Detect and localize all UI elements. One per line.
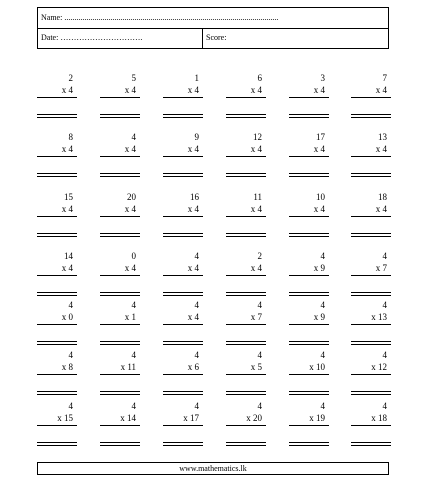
problem-multiplicand: 4	[68, 350, 73, 360]
answer-line[interactable]	[100, 295, 140, 296]
problem-multiplicand: 4	[257, 300, 262, 310]
problem-multiplier: x 4	[313, 85, 325, 95]
multiplication-problem	[351, 401, 391, 447]
multiplication-problem	[351, 300, 391, 346]
multiplication-problem	[100, 132, 140, 178]
problem-multiplier: x 4	[375, 85, 387, 95]
problem-multiplicand: 4	[257, 401, 262, 411]
problem-multiplier: x 4	[250, 204, 262, 214]
answer-line[interactable]	[351, 445, 391, 446]
problem-multiplicand: 12	[253, 132, 262, 142]
multiplication-problem	[289, 251, 329, 297]
answer-line[interactable]	[226, 394, 266, 395]
answer-line[interactable]	[226, 114, 266, 115]
operator-line	[289, 374, 329, 375]
multiplication-problem	[226, 350, 266, 396]
operator-line	[351, 216, 391, 217]
name-row	[38, 8, 388, 29]
answer-line[interactable]	[37, 341, 77, 342]
problem-multiplier: x 4	[250, 144, 262, 154]
answer-line[interactable]	[226, 341, 266, 342]
answer-line[interactable]	[37, 445, 77, 446]
problem-multiplier: x 4	[124, 144, 136, 154]
problem-multiplicand: 4	[131, 401, 136, 411]
problem-multiplier: x 7	[250, 312, 262, 322]
operator-line	[100, 156, 140, 157]
operator-line	[289, 425, 329, 426]
multiplication-problem	[226, 300, 266, 346]
problem-multiplicand: 1	[194, 73, 199, 83]
problem-multiplier: x 4	[187, 204, 199, 214]
problem-multiplicand: 4	[320, 401, 325, 411]
answer-line[interactable]	[351, 344, 391, 345]
answer-line[interactable]	[226, 344, 266, 345]
answer-line[interactable]	[100, 233, 140, 234]
answer-line[interactable]	[226, 176, 266, 177]
answer-line[interactable]	[163, 236, 203, 237]
operator-line	[351, 425, 391, 426]
answer-line[interactable]	[351, 292, 391, 293]
answer-line[interactable]	[100, 176, 140, 177]
problem-multiplier: x 10	[309, 362, 325, 372]
operator-line	[37, 156, 77, 157]
answer-line[interactable]	[163, 391, 203, 392]
multiplication-problem	[226, 251, 266, 297]
operator-line	[163, 425, 203, 426]
answer-line[interactable]	[37, 292, 77, 293]
answer-line[interactable]	[163, 445, 203, 446]
answer-line[interactable]	[289, 236, 329, 237]
operator-line	[163, 275, 203, 276]
multiplication-problem	[163, 251, 203, 297]
problem-multiplier: x 13	[371, 312, 387, 322]
answer-line[interactable]	[351, 295, 391, 296]
operator-line	[37, 324, 77, 325]
answer-line[interactable]	[289, 114, 329, 115]
problem-multiplier: x 11	[120, 362, 136, 372]
operator-line	[226, 97, 266, 98]
multiplication-problem	[100, 401, 140, 447]
problem-multiplicand: 7	[382, 73, 387, 83]
problem-multiplier: x 12	[371, 362, 387, 372]
problem-multiplicand: 4	[382, 401, 387, 411]
answer-line[interactable]	[289, 233, 329, 234]
operator-line	[289, 275, 329, 276]
problem-multiplier: x 6	[187, 362, 199, 372]
multiplication-problem	[37, 73, 77, 119]
answer-line[interactable]	[37, 391, 77, 392]
problem-multiplicand: 18	[378, 192, 387, 202]
problem-multiplier: x 4	[187, 85, 199, 95]
answer-line[interactable]	[289, 391, 329, 392]
multiplication-problem	[163, 73, 203, 119]
problem-multiplicand: 4	[257, 350, 262, 360]
answer-line[interactable]	[37, 173, 77, 174]
multiplication-problem	[37, 132, 77, 178]
problem-multiplier: x 5	[250, 362, 262, 372]
operator-line	[351, 324, 391, 325]
multiplication-problem	[37, 251, 77, 297]
answer-line[interactable]	[37, 236, 77, 237]
operator-line	[100, 374, 140, 375]
problem-multiplicand: 4	[194, 300, 199, 310]
answer-line[interactable]	[37, 295, 77, 296]
problem-multiplicand: 17	[316, 132, 325, 142]
score-field[interactable]: Score:	[206, 33, 227, 42]
answer-line[interactable]	[37, 394, 77, 395]
answer-line[interactable]	[163, 176, 203, 177]
problem-multiplier: x 19	[309, 413, 325, 423]
answer-line[interactable]	[289, 292, 329, 293]
answer-line[interactable]	[100, 442, 140, 443]
operator-line	[226, 324, 266, 325]
operator-line	[163, 156, 203, 157]
multiplication-problem	[289, 300, 329, 346]
multiplication-problem	[163, 132, 203, 178]
multiplication-problem	[289, 401, 329, 447]
problem-multiplier: x 15	[57, 413, 73, 423]
answer-line[interactable]	[289, 295, 329, 296]
answer-line[interactable]	[226, 295, 266, 296]
operator-line	[226, 216, 266, 217]
answer-line[interactable]	[289, 117, 329, 118]
problem-multiplier: x 4	[250, 263, 262, 273]
answer-line[interactable]	[351, 176, 391, 177]
operator-line	[37, 275, 77, 276]
answer-line[interactable]	[163, 344, 203, 345]
answer-line[interactable]	[289, 176, 329, 177]
multiplication-problem	[226, 401, 266, 447]
answer-line[interactable]	[163, 117, 203, 118]
footer-website: www.mathematics.lk	[179, 464, 247, 473]
problem-multiplier: x 4	[250, 85, 262, 95]
answer-line[interactable]	[289, 173, 329, 174]
problem-multiplier: x 4	[61, 85, 73, 95]
answer-line[interactable]	[226, 173, 266, 174]
answer-line[interactable]	[226, 391, 266, 392]
answer-line[interactable]	[226, 442, 266, 443]
problem-multiplier: x 9	[313, 312, 325, 322]
answer-line[interactable]	[226, 445, 266, 446]
answer-line[interactable]	[351, 117, 391, 118]
operator-line	[163, 324, 203, 325]
answer-line[interactable]	[351, 394, 391, 395]
multiplication-problem	[289, 192, 329, 238]
answer-line[interactable]	[289, 394, 329, 395]
answer-line[interactable]	[351, 236, 391, 237]
answer-line[interactable]	[100, 292, 140, 293]
operator-line	[100, 97, 140, 98]
problem-multiplicand: 2	[68, 73, 73, 83]
operator-line	[163, 97, 203, 98]
operator-line	[289, 97, 329, 98]
answer-line[interactable]	[351, 114, 391, 115]
date-score-row	[38, 28, 388, 48]
problem-multiplicand: 4	[320, 300, 325, 310]
problem-multiplicand: 9	[194, 132, 199, 142]
problem-multiplicand: 4	[68, 401, 73, 411]
problem-multiplicand: 6	[257, 73, 262, 83]
problem-multiplier: x 4	[187, 144, 199, 154]
multiplication-problem	[100, 192, 140, 238]
problem-multiplier: x 4	[187, 312, 199, 322]
answer-line[interactable]	[351, 233, 391, 234]
problem-multiplier: x 4	[187, 263, 199, 273]
operator-line	[289, 324, 329, 325]
problem-multiplicand: 4	[382, 300, 387, 310]
answer-line[interactable]	[100, 114, 140, 115]
problem-multiplier: x 4	[61, 263, 73, 273]
answer-line[interactable]	[226, 236, 266, 237]
header-divider	[202, 28, 203, 48]
problem-multiplier: x 20	[246, 413, 262, 423]
answer-line[interactable]	[100, 341, 140, 342]
problem-multiplicand: 4	[131, 132, 136, 142]
operator-line	[226, 275, 266, 276]
multiplication-problem	[37, 401, 77, 447]
multiplication-problem	[289, 350, 329, 396]
multiplication-problem	[289, 73, 329, 119]
date-field[interactable]: Date: ………………………….	[41, 33, 143, 42]
problem-multiplier: x 4	[313, 204, 325, 214]
answer-line[interactable]	[37, 117, 77, 118]
problem-multiplicand: 11	[253, 192, 262, 202]
answer-line[interactable]	[163, 341, 203, 342]
problem-multiplicand: 4	[320, 251, 325, 261]
problem-multiplicand: 10	[316, 192, 325, 202]
name-field[interactable]: Name: ...........................................................................................................	[41, 13, 279, 22]
problem-multiplicand: 20	[127, 192, 136, 202]
multiplication-problem	[100, 350, 140, 396]
multiplication-problem	[37, 300, 77, 346]
operator-line	[37, 97, 77, 98]
operator-line	[100, 216, 140, 217]
problem-multiplier: x 8	[61, 362, 73, 372]
answer-line[interactable]	[100, 344, 140, 345]
answer-line[interactable]	[289, 344, 329, 345]
problem-multiplier: x 4	[61, 204, 73, 214]
problem-multiplicand: 4	[131, 300, 136, 310]
operator-line	[100, 425, 140, 426]
answer-line[interactable]	[37, 114, 77, 115]
problem-multiplier: x 17	[183, 413, 199, 423]
problem-multiplicand: 4	[68, 300, 73, 310]
multiplication-problem	[289, 132, 329, 178]
multiplication-problem	[100, 300, 140, 346]
answer-line[interactable]	[163, 442, 203, 443]
multiplication-problem	[351, 251, 391, 297]
multiplication-problem	[351, 192, 391, 238]
answer-line[interactable]	[163, 114, 203, 115]
problem-multiplicand: 2	[257, 251, 262, 261]
problem-multiplicand: 14	[64, 251, 73, 261]
answer-line[interactable]	[163, 233, 203, 234]
answer-line[interactable]	[37, 233, 77, 234]
multiplication-problem	[351, 350, 391, 396]
operator-line	[226, 374, 266, 375]
problem-multiplicand: 15	[64, 192, 73, 202]
problem-multiplier: x 4	[375, 144, 387, 154]
answer-line[interactable]	[100, 394, 140, 395]
answer-line[interactable]	[37, 176, 77, 177]
operator-line	[163, 374, 203, 375]
multiplication-problem	[351, 73, 391, 119]
operator-line	[37, 425, 77, 426]
answer-line[interactable]	[226, 292, 266, 293]
operator-line	[163, 216, 203, 217]
multiplication-problem	[37, 192, 77, 238]
multiplication-problem	[226, 132, 266, 178]
problem-multiplicand: 4	[194, 251, 199, 261]
problem-multiplicand: 8	[68, 132, 73, 142]
operator-line	[351, 97, 391, 98]
answer-line[interactable]	[100, 173, 140, 174]
multiplication-problem	[226, 192, 266, 238]
problem-multiplicand: 13	[378, 132, 387, 142]
multiplication-problem	[37, 350, 77, 396]
answer-line[interactable]	[351, 442, 391, 443]
answer-line[interactable]	[351, 173, 391, 174]
answer-line[interactable]	[100, 391, 140, 392]
problem-multiplicand: 16	[190, 192, 199, 202]
problem-multiplier: x 18	[371, 413, 387, 423]
operator-line	[351, 374, 391, 375]
operator-line	[226, 156, 266, 157]
problem-multiplier: x 4	[124, 85, 136, 95]
problem-multiplicand: 4	[131, 350, 136, 360]
problem-multiplier: x 4	[61, 144, 73, 154]
multiplication-problem	[100, 73, 140, 119]
problem-multiplier: x 4	[124, 263, 136, 273]
operator-line	[37, 216, 77, 217]
operator-line	[289, 216, 329, 217]
operator-line	[100, 275, 140, 276]
problem-multiplier: x 14	[120, 413, 136, 423]
answer-line[interactable]	[100, 236, 140, 237]
answer-line[interactable]	[289, 445, 329, 446]
problem-multiplier: x 9	[313, 263, 325, 273]
answer-line[interactable]	[163, 292, 203, 293]
operator-line	[100, 324, 140, 325]
answer-line[interactable]	[289, 442, 329, 443]
operator-line	[351, 275, 391, 276]
multiplication-problem	[163, 350, 203, 396]
problem-multiplier: x 4	[313, 144, 325, 154]
operator-line	[37, 374, 77, 375]
problem-multiplicand: 4	[194, 350, 199, 360]
multiplication-problem	[163, 300, 203, 346]
problem-multiplicand: 4	[382, 350, 387, 360]
problem-multiplier: x 1	[124, 312, 136, 322]
answer-line[interactable]	[100, 445, 140, 446]
problem-multiplier: x 0	[61, 312, 73, 322]
multiplication-problem	[163, 401, 203, 447]
problem-multiplicand: 4	[382, 251, 387, 261]
answer-line[interactable]	[163, 173, 203, 174]
answer-line[interactable]	[37, 442, 77, 443]
problem-multiplier: x 4	[375, 204, 387, 214]
multiplication-problem	[163, 192, 203, 238]
problem-multiplicand: 4	[320, 350, 325, 360]
answer-line[interactable]	[100, 117, 140, 118]
problem-multiplier: x 7	[375, 263, 387, 273]
answer-line[interactable]	[226, 233, 266, 234]
problem-multiplicand: 0	[131, 251, 136, 261]
multiplication-problem	[100, 251, 140, 297]
answer-line[interactable]	[289, 341, 329, 342]
answer-line[interactable]	[351, 341, 391, 342]
problem-multiplicand: 4	[194, 401, 199, 411]
footer	[37, 462, 389, 475]
student-info-header	[37, 7, 389, 49]
answer-line[interactable]	[37, 344, 77, 345]
problem-multiplicand: 3	[320, 73, 325, 83]
multiplication-problem	[351, 132, 391, 178]
problem-multiplicand: 5	[131, 73, 136, 83]
answer-line[interactable]	[226, 117, 266, 118]
problem-multiplier: x 4	[124, 204, 136, 214]
answer-line[interactable]	[163, 295, 203, 296]
answer-line[interactable]	[351, 391, 391, 392]
operator-line	[289, 156, 329, 157]
answer-line[interactable]	[163, 394, 203, 395]
operator-line	[226, 425, 266, 426]
operator-line	[351, 156, 391, 157]
multiplication-problem	[226, 73, 266, 119]
